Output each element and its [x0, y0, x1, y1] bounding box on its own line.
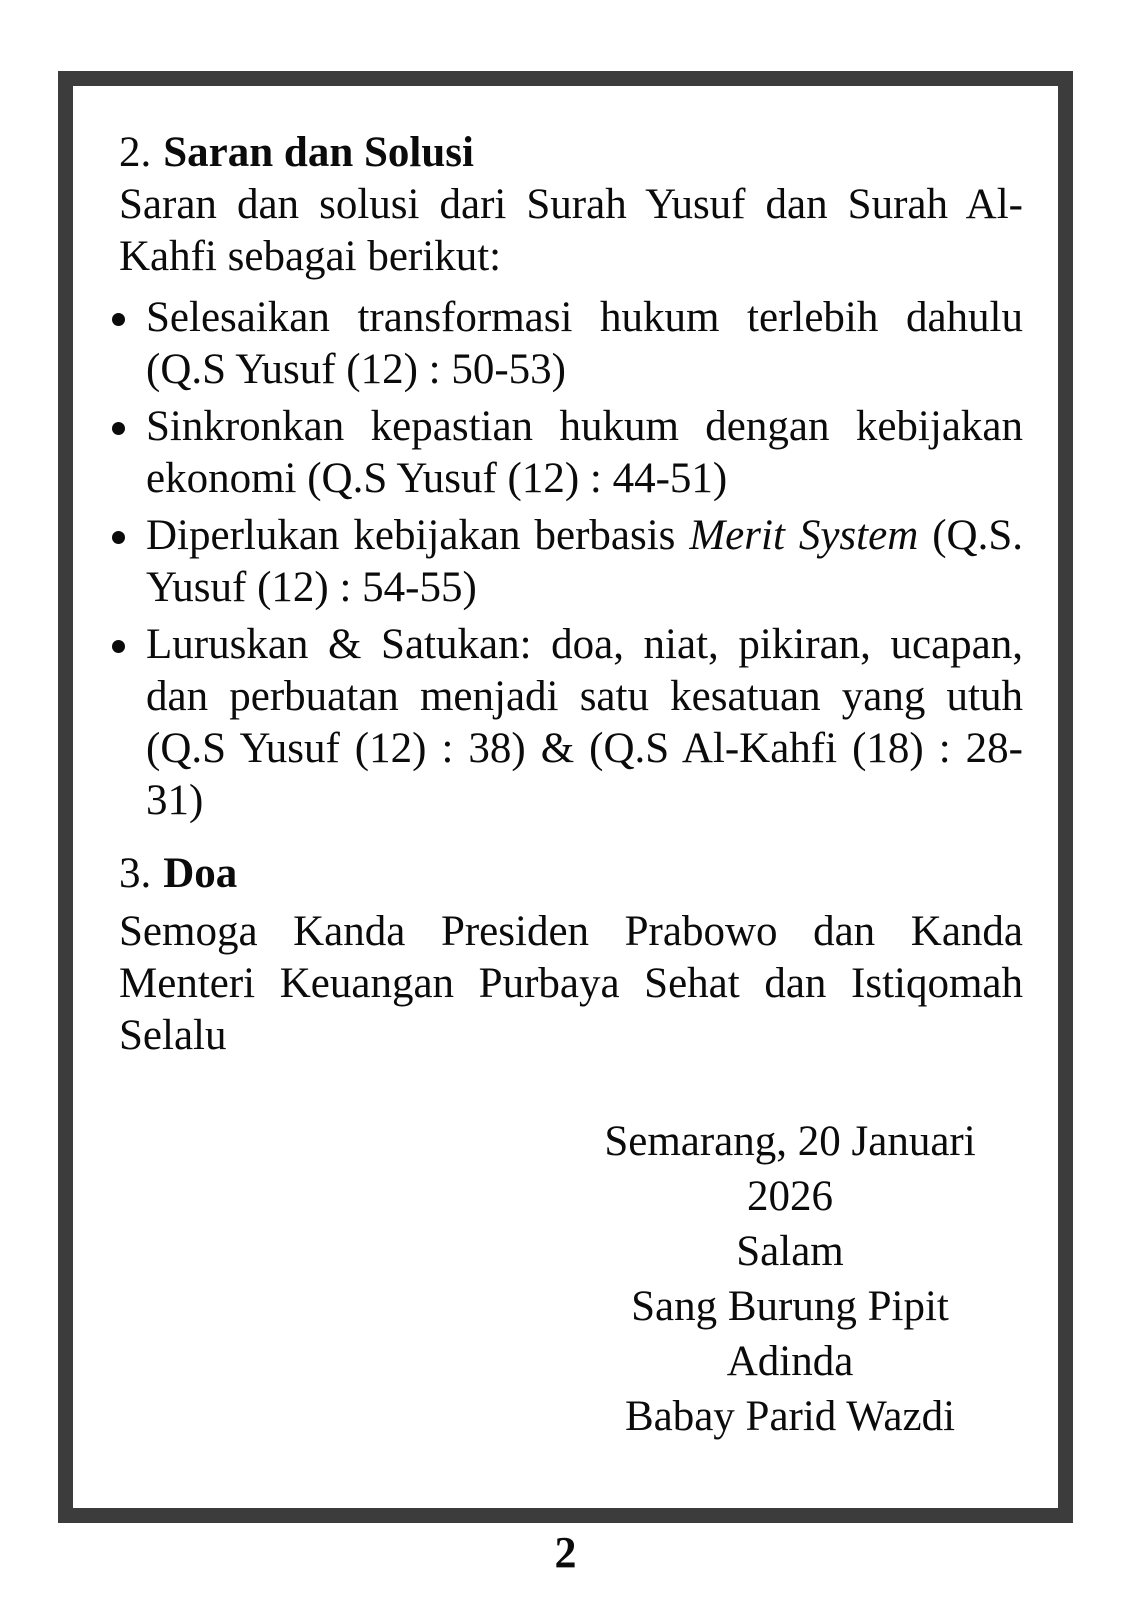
section-number: 2. — [119, 129, 152, 176]
page-number: 2 — [554, 1528, 577, 1577]
bullet-icon — [112, 313, 125, 326]
signature-adinda: Adinda — [726, 1338, 854, 1385]
bullet-text-after: (Q.S. Yusuf (12) : 54-55) — [146, 512, 1023, 611]
bullet-text: Selesaikan transformasi hukum terlebih dahulu (Q.S Yusuf (12) : 50-53) — [146, 294, 1023, 393]
bullet-italic-text: Merit System — [689, 512, 919, 559]
signature-block — [557, 1114, 1023, 1444]
page-content — [119, 127, 1023, 1444]
bullet-icon — [112, 640, 125, 653]
section-doa — [119, 848, 1023, 1062]
section-heading-saran — [119, 127, 1023, 179]
section-doa-body: Semoga Kanda Presiden Prabowo dan Kanda Menteri Keuangan Purbaya Sehat dan Istiqomah Selalu — [119, 908, 1023, 1059]
bullet-text: Diperlukan kebijakan berbasis — [146, 512, 690, 559]
section-title: Saran dan Solusi — [163, 129, 474, 176]
list-item — [119, 292, 1023, 396]
list-item — [119, 401, 1023, 505]
page-frame — [58, 71, 1073, 1523]
bullet-text: Luruskan & Satukan: doa, niat, pikiran, ucapan, dan perbuatan menjadi satu kesatuan yang utuh (Q.S Yusuf (12) : 38) & (Q.S Al-Kahfi (18) : 28-31) — [146, 621, 1023, 824]
suggestion-list — [119, 292, 1023, 827]
signature-place-date: Semarang, 20 Januari 2026 — [604, 1118, 976, 1220]
signature-moniker: Sang Burung Pipit — [631, 1283, 949, 1330]
list-item — [119, 619, 1023, 827]
bullet-icon — [112, 422, 125, 435]
bullet-icon — [112, 531, 125, 544]
section-heading-doa — [119, 848, 1023, 900]
section-intro: Saran dan solusi dari Surah Yusuf dan Surah Al-Kahfi sebagai berikut: — [119, 181, 1023, 280]
section-title: Doa — [163, 850, 238, 897]
list-item — [119, 510, 1023, 614]
bullet-text: Sinkronkan kepastian hukum dengan kebijakan ekonomi (Q.S Yusuf (12) : 44-51) — [146, 403, 1023, 502]
signature-name: Babay Parid Wazdi — [624, 1393, 956, 1440]
signature-salam: Salam — [736, 1228, 844, 1275]
section-number: 3. — [119, 850, 152, 897]
